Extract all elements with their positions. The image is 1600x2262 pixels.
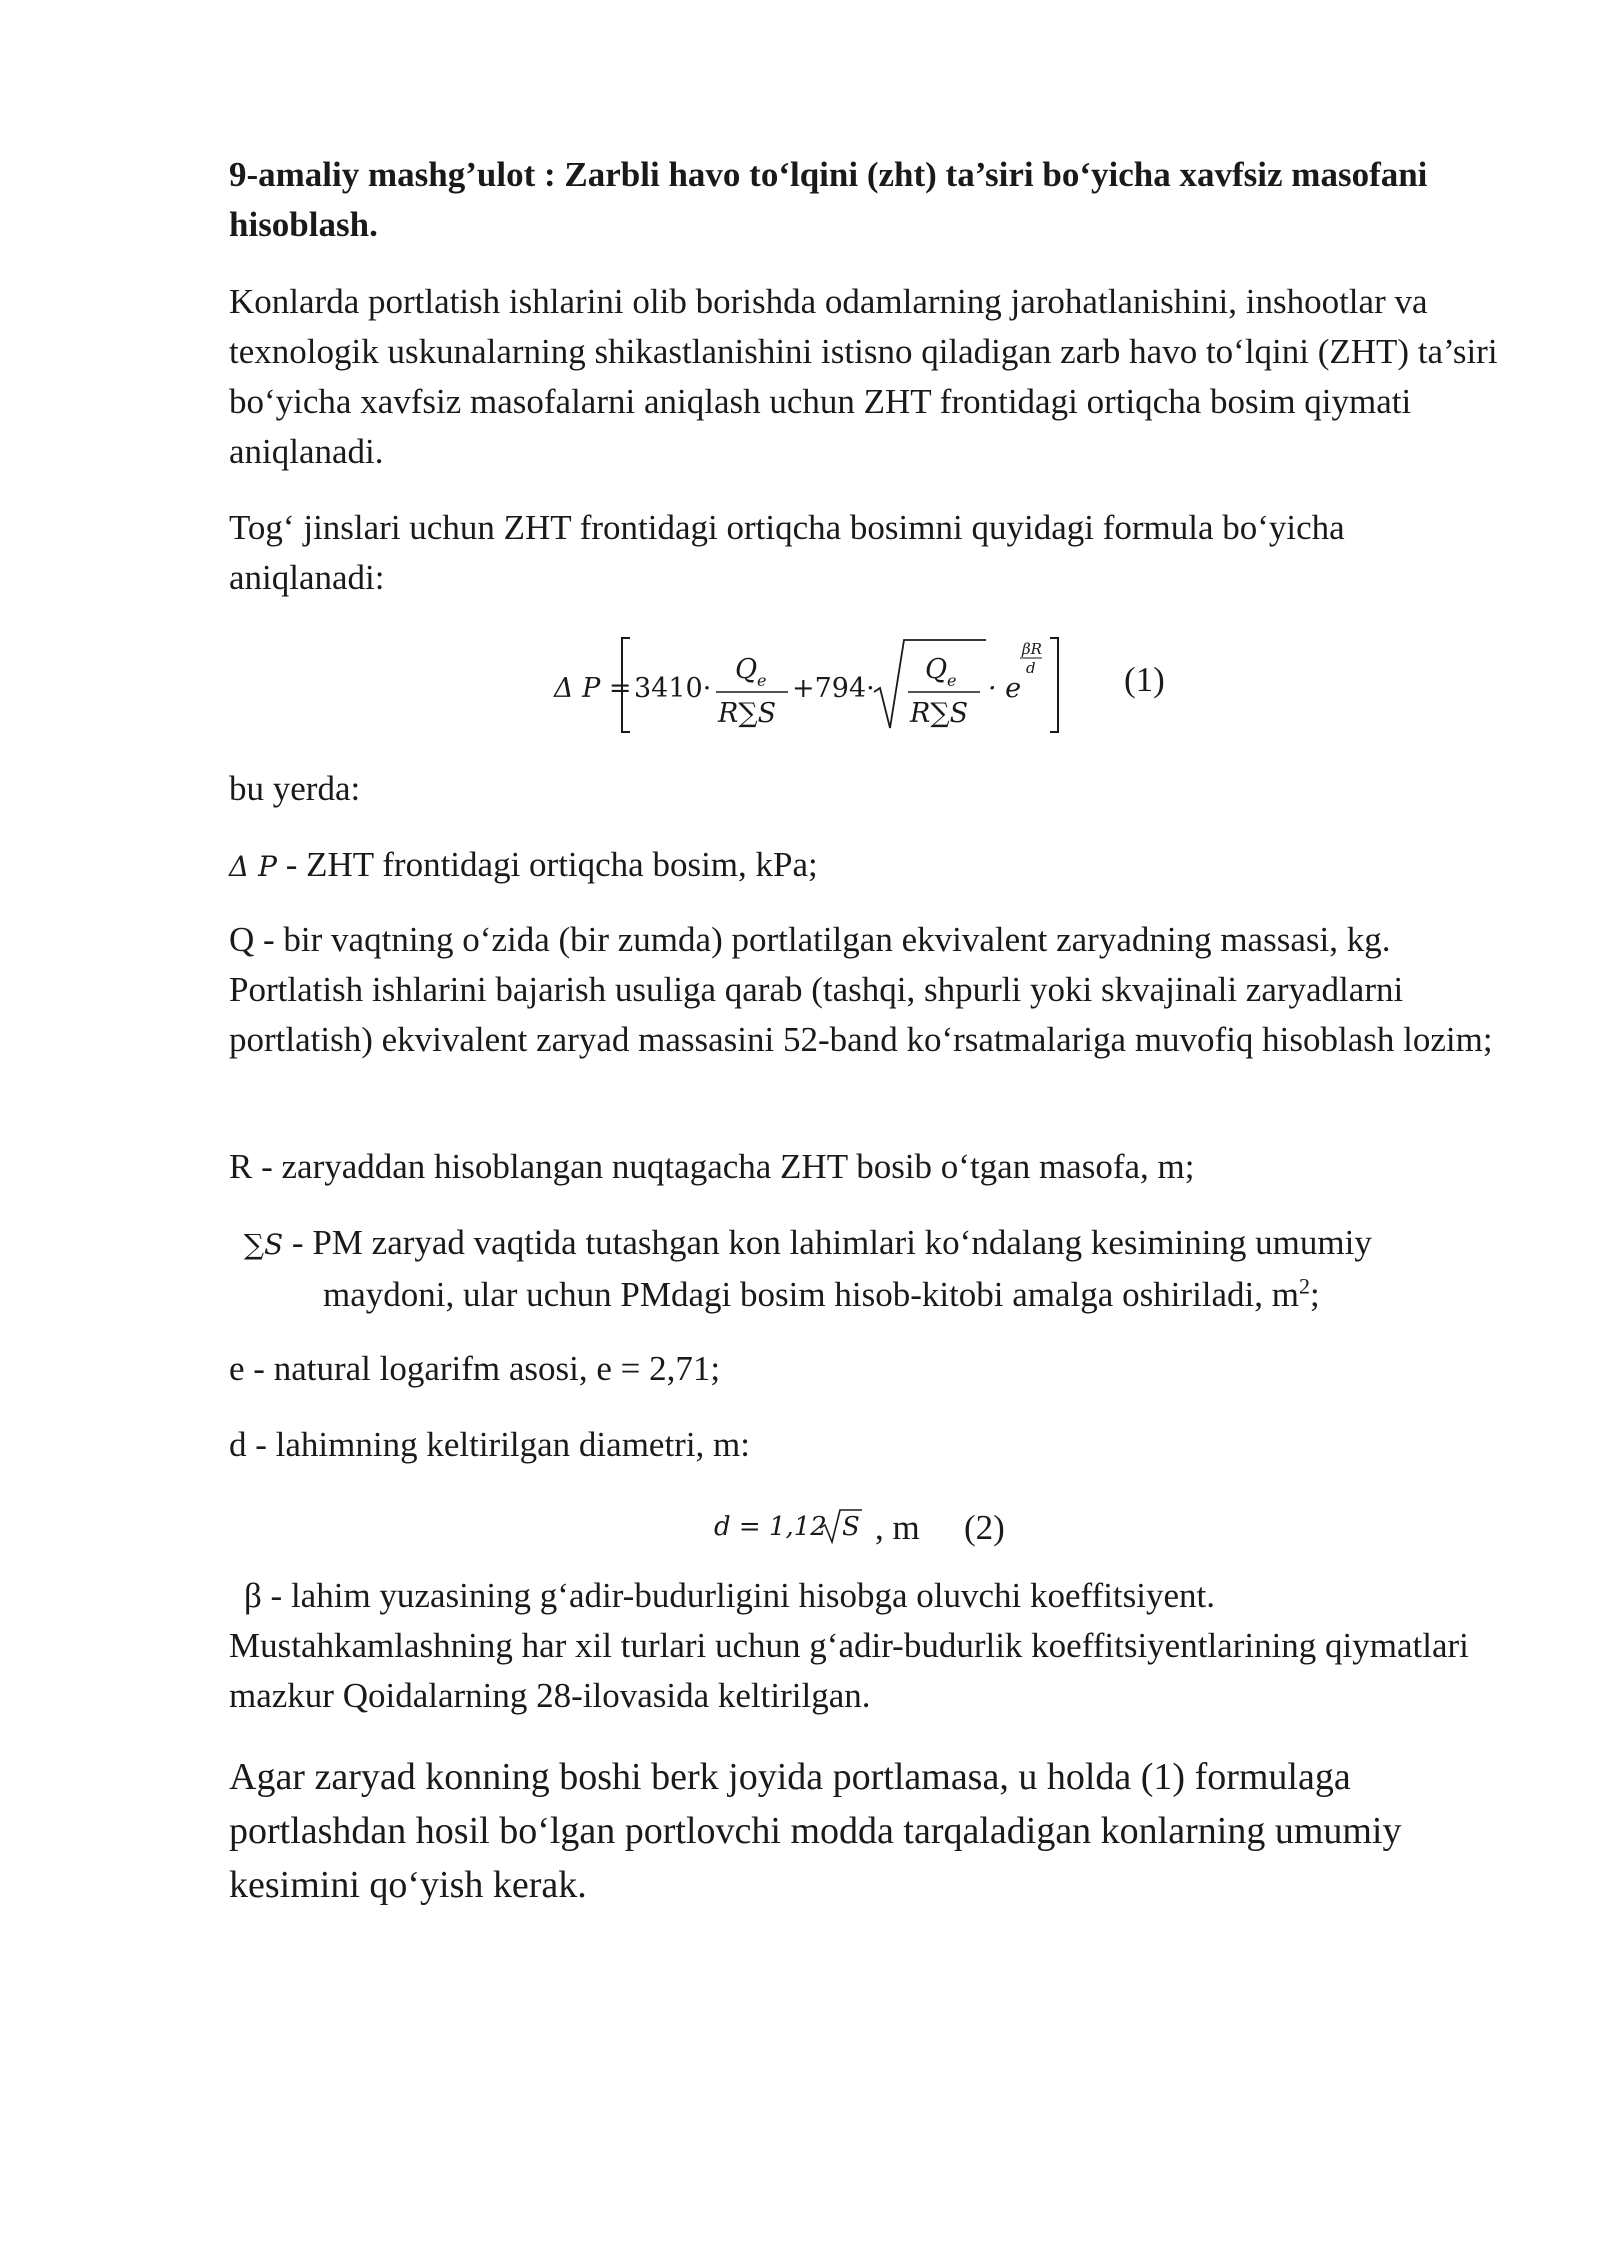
delta-p-text: - ZHT frontidagi ortiqcha bosim, kPa; [276, 845, 818, 884]
sum-s-text-continued: maydoni, ular uchun PMdagi bosim hisob-kitobi amalga oshiriladi, m [323, 1275, 1300, 1314]
formula-intro-paragraph: Tog‘ jinslari uchun ZHT frontidagi ortiqcha bosimni quyidagi formula bo‘yicha aniqlanadi: [229, 508, 1345, 597]
sum-s-end: ; [1310, 1275, 1320, 1314]
formula-1-rad-numerator: Q [925, 654, 948, 685]
formula-1-lhs: Δ P = [554, 673, 632, 704]
where-label: bu yerda: [229, 769, 361, 808]
beta-rest: Mustahkamlashning har xil turlari uchun g‘adir-budurlik koeffitsiyentlarining qiymatlari mazkur Qoidalarning 28-ilovasida keltirilgan. [229, 1626, 1469, 1715]
formula-2-lhs: d = 1,12 [714, 1512, 827, 1542]
intro-paragraph: Konlarda portlatish ishlarini olib borishda odamlarning jarohatlanishini, inshootlar va texnologik uskunalarning shikastlanishini istisno qiladigan zarb havo to‘lqini (ZHT) ta’siri bo‘yicha xavfsiz masofalarni aniqlash uchun ZHT frontidagi ortiqcha bosim qiymati aniqlanadi. [229, 282, 1498, 471]
definition-beta [229, 1571, 1499, 1721]
formula-1-coef1: 3410· [634, 673, 712, 704]
definition-r: R - zaryaddan hisoblangan nuqtagacha ZHT bosib o‘tgan masofa, m; [229, 1147, 1195, 1186]
formula-1-numerator-sub: e [757, 671, 767, 690]
formula-1-exp-numerator: βR [1022, 640, 1042, 658]
formula-1-rad-numerator-sub: e [947, 671, 957, 690]
formula-1-plus: +794· [792, 673, 875, 704]
formula-1-numerator: Q [735, 654, 758, 685]
sum-s-symbol: ∑S [244, 1228, 284, 1261]
definition-e: e - natural logarifm asosi, e = 2,71; [229, 1349, 721, 1388]
formula-1-number: (1) [1124, 660, 1165, 699]
formula-2-number: (2) [964, 1508, 1005, 1547]
formula-1-exp-base: · e [988, 673, 1022, 704]
sum-s-superscript: 2 [1299, 1273, 1311, 1299]
delta-p-symbol: Δ P [229, 850, 277, 883]
page-title: 9-amaliy mashg’ulot : Zarbli havo to‘lqini (zht) ta’siri bo‘yicha xavfsiz masofani hisoblash. [229, 155, 1428, 244]
definition-sum-s [244, 1218, 1499, 1320]
definition-q: Q - bir vaqtning o‘zida (bir zumda) portlatilgan ekvivalent zaryadning massasi, kg. Portlatish ishlarini bajarish usuliga qarab (tashqi, shpurli yoki skvajinali zaryadlarni portlatish) ekvivalent zaryad massasini 52-band ko‘rsatmalariga muvofiq hisoblash lozim; [229, 920, 1493, 1059]
formula-1-exp-denominator: d [1026, 659, 1036, 677]
sum-s-text: - PM zaryad vaqtida tutashgan kon lahimlari ko‘ndalang kesimining umumiy [283, 1223, 1372, 1262]
formula-1-denominator: R∑S [718, 698, 777, 729]
beta-line-1: β - lahim yuzasining g‘adir-budurligini hisobga oluvchi koeffitsiyent. [244, 1576, 1216, 1615]
formula-2 [712, 1500, 862, 1550]
formula-2-radicand: S [842, 1512, 860, 1542]
formula-2-unit: , m [875, 1508, 920, 1547]
formula-1 [530, 630, 1090, 740]
formula-1-rad-denominator: R∑S [910, 698, 969, 729]
definition-d: d - lahimning keltirilgan diametri, m: [229, 1425, 751, 1464]
definition-delta-p [229, 840, 1499, 892]
closing-paragraph: Agar zaryad konning boshi berk joyida portlamasa, u holda (1) formulaga portlashdan hosil bo‘lgan portlovchi modda tarqaladigan konlarning umumiy kesimini qo‘yish kerak. [229, 1756, 1402, 1906]
